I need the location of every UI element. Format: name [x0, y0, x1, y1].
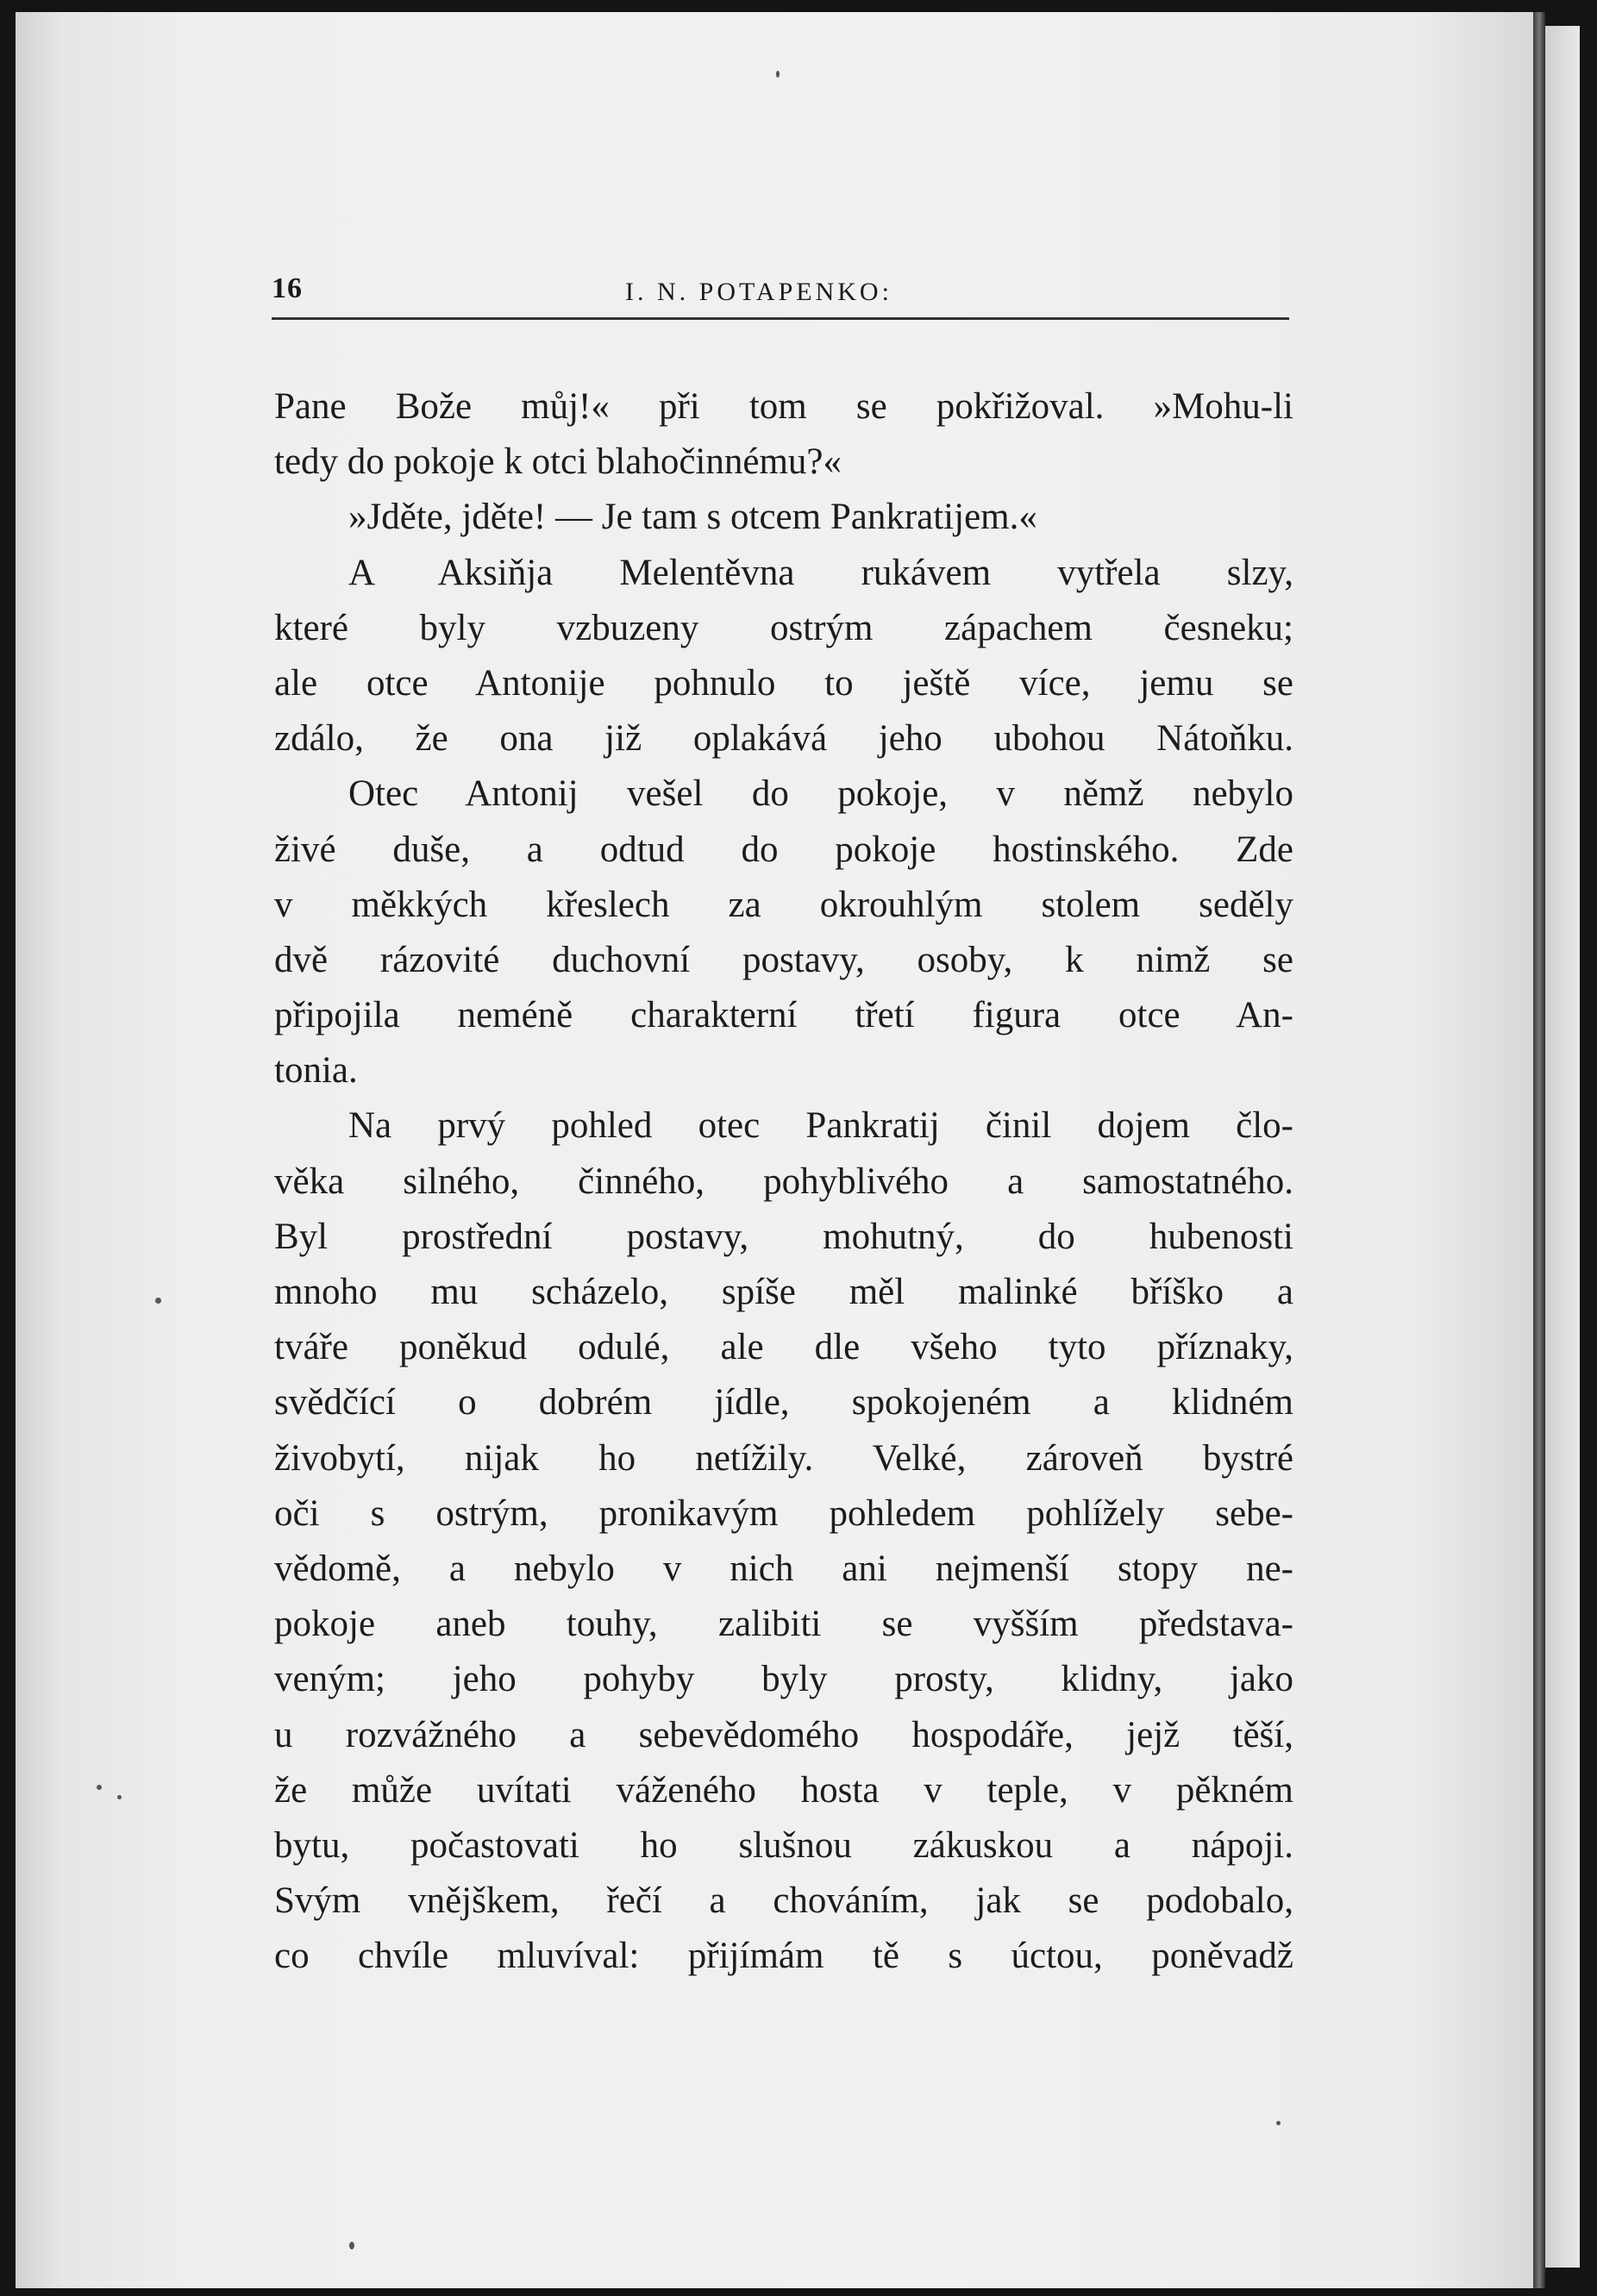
scan-speck — [349, 2242, 354, 2249]
running-title: I. N. POTAPENKO: — [625, 278, 892, 306]
page-header — [272, 272, 1289, 319]
text-line: tedy do pokoje k otci blahočinnému?« — [274, 441, 842, 483]
text-line: pokoje aneb touhy, zalibiti se vyšším představa- — [274, 1604, 1293, 1645]
text-line: zdálo, že ona již oplakává jeho ubohou Nátoňku. — [274, 718, 1293, 760]
text-line: A Aksiňja Melentěvna rukávem vytřela slzy, — [348, 552, 1293, 593]
text-line: svědčící o dobrém jídle, spokojeném a klidném — [274, 1382, 1293, 1423]
text-line: mnoho mu scházelo, spíše měl malinké bříško a — [274, 1272, 1293, 1312]
text-line: Svým vnějškem, řečí a chováním, jak se podobalo, — [274, 1880, 1293, 1922]
text-line: veným; jeho pohyby byly prosty, klidny, jako — [274, 1659, 1293, 1700]
page-gutter-shadow — [1533, 12, 1545, 2288]
text-line: Otec Antonij vešel do pokoje, v němž nebylo — [348, 773, 1293, 815]
text-line: u rozvážného a sebevědomého hospodáře, jejž těší, — [274, 1714, 1293, 1755]
text-line: tváře poněkud odulé, ale dle všeho tyto příznaky, — [274, 1327, 1293, 1368]
text-line: živobytí, nijak ho netížily. Velké, zároveň bystré — [274, 1437, 1293, 1479]
page-number: 16 — [272, 272, 303, 304]
text-line: Byl prostřední postavy, mohutný, do hubenosti — [274, 1216, 1293, 1257]
adjacent-page-edge — [1545, 26, 1580, 2268]
text-line: dvě rázovité duchovní postavy, osoby, k nimž se — [274, 939, 1293, 980]
text-line: tonia. — [274, 1050, 358, 1092]
text-line: Na prvý pohled otec Pankratij činil dojem člo- — [348, 1105, 1293, 1147]
text-line: ale otce Antonije pohnulo to ještě více, jemu se — [274, 662, 1293, 704]
scan-speck — [117, 1795, 122, 1799]
text-line: »Jděte, jděte! — Je tam s otcem Pankratijem.« — [348, 497, 1037, 538]
text-line: připojila neméně charakterní třetí figura otce An- — [274, 995, 1293, 1036]
body-text — [274, 379, 1293, 1984]
scan-speck — [1276, 2121, 1281, 2125]
text-line: v měkkých křeslech za okrouhlým stolem seděly — [274, 884, 1293, 925]
text-line: které byly vzbuzeny ostrým zápachem česneku; — [274, 607, 1293, 648]
text-line: živé duše, a odtud do pokoje hostinského. Zde — [274, 829, 1293, 870]
header-rule — [272, 317, 1289, 320]
scan-speck — [155, 1298, 161, 1304]
scan-speck — [97, 1785, 102, 1790]
text-line: věka silného, činného, pohyblivého a samostatného. — [274, 1161, 1293, 1202]
text-line: bytu, počastovati ho slušnou zákuskou a nápoji. — [274, 1824, 1293, 1866]
text-line: oči s ostrým, pronikavým pohledem pohlížely sebe- — [274, 1492, 1293, 1534]
text-line: co chvíle mluvíval: přijímám tě s úctou, poněvadž — [274, 1936, 1293, 1977]
text-line: vědomě, a nebylo v nich ani nejmenší stopy ne- — [274, 1548, 1293, 1589]
text-line: Pane Bože můj!« při tom se pokřižoval. »Mohu-li — [274, 386, 1293, 427]
scan-speck — [776, 71, 780, 78]
text-line: že může uvítati váženého hosta v teple, v pěkném — [274, 1769, 1293, 1811]
